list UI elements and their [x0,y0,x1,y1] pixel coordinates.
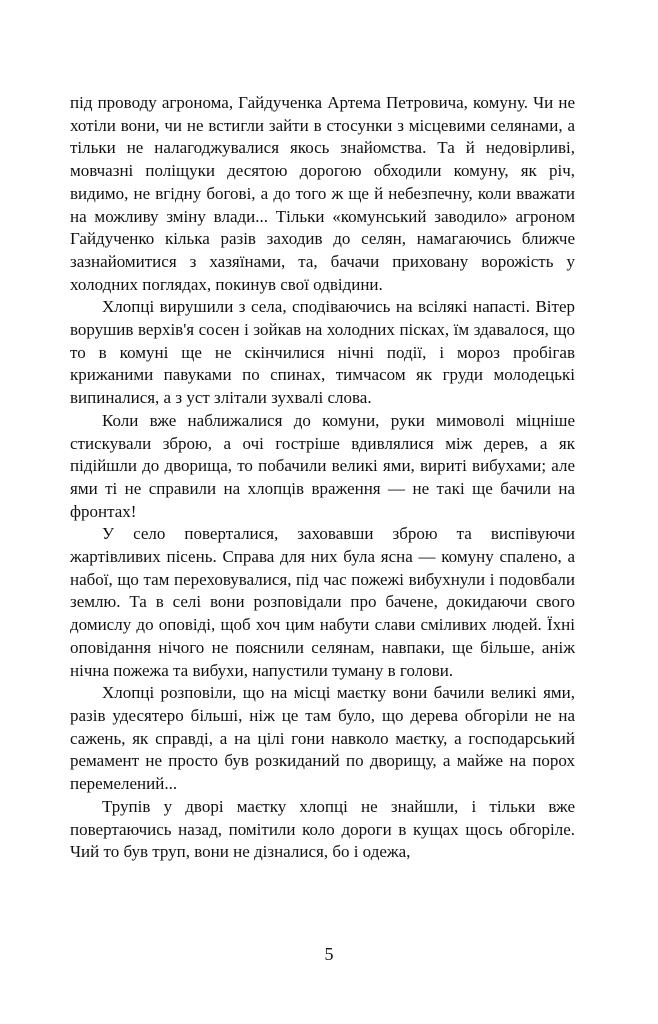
paragraph-4: У село поверталися, заховавши зброю та виспівуючи жартівливих пісень. Справа для них була ясна — комуну спалено, а набої, що там переховувалися, під час пожежі вибухнули і подовбали землю. Та в селі вони розповідали про бачене, докидаючи свого домислу до оповіді, щоб хоч цим набути слави сміливих людей. Їхні оповідання нічого не пояснили селянам, навпаки, ще більше, аніж нічна пожежа та вибухи, напустили туману в голови. [70,524,575,680]
paragraph-5: Хлопці розповіли, що на місці маєтку вони бачили великі ями, разів удесятеро більші, ніж це там було, що дерева обгоріли не на сажень, як справді, а на цілі гони навколо маєтку, а господарський ремамент не просто був розкиданий по дворищу, а майже на порох перемелений... [70,683,575,794]
paragraph-3: Коли вже наближалися до комуни, руки мимоволі міцніше стискували зброю, а очі гостріше вдивлялися між дерев, а як підійшли до дворища, то побачили великі ями, вириті вибухами; але ями ті не справили на хлопців враження — не такі ще бачили на фронтах! [70,410,575,521]
paragraph-2: Хлопці вирушили з села, сподіваючись на всілякі напасті. Вітер ворушив верхів'я сосен і зойкав на холодних пісках, їм здавалося, що то в комуні ще не скінчилися нічні події, і мороз пробігав крижаними павуками по спинах, тимчасом як груди молодецькі випиналися, а з уст злітали зухвалі слова. [70,297,575,408]
paragraph-6: Трупів у дворі маєтку хлопці не знайшли, і тільки вже повертаючись назад, помітили коло дороги в кущах щось обгоріле. Чий то був труп, вони не дізналися, бо і одежа, [70,796,575,862]
paragraph-1: під проводу агронома, Гайдученка Артема Петровича, комуну. Чи не хотіли вони, чи не встигли зайти в стосунки з місцевими селянами, а тільки не налагоджувалися якось знайомства. Та й недовірливі, мовчазні поліщуки десятою дорогою обходили комуну, як річ, видимо, не вгідну богові, а до того ж ще й небезпечну, коли вважати на можливу зміну влади... Тільки «комунський заводило» агроном Гайдученко кілька разів заходив до селян, намагаючись ближче зазнайомитися з хазяїнами, та, бачачи приховану ворожість у холодних поглядах, покинув свої одвідини. [70,93,575,294]
book-page-text [70,92,575,864]
page-number: 5 [324,944,334,964]
